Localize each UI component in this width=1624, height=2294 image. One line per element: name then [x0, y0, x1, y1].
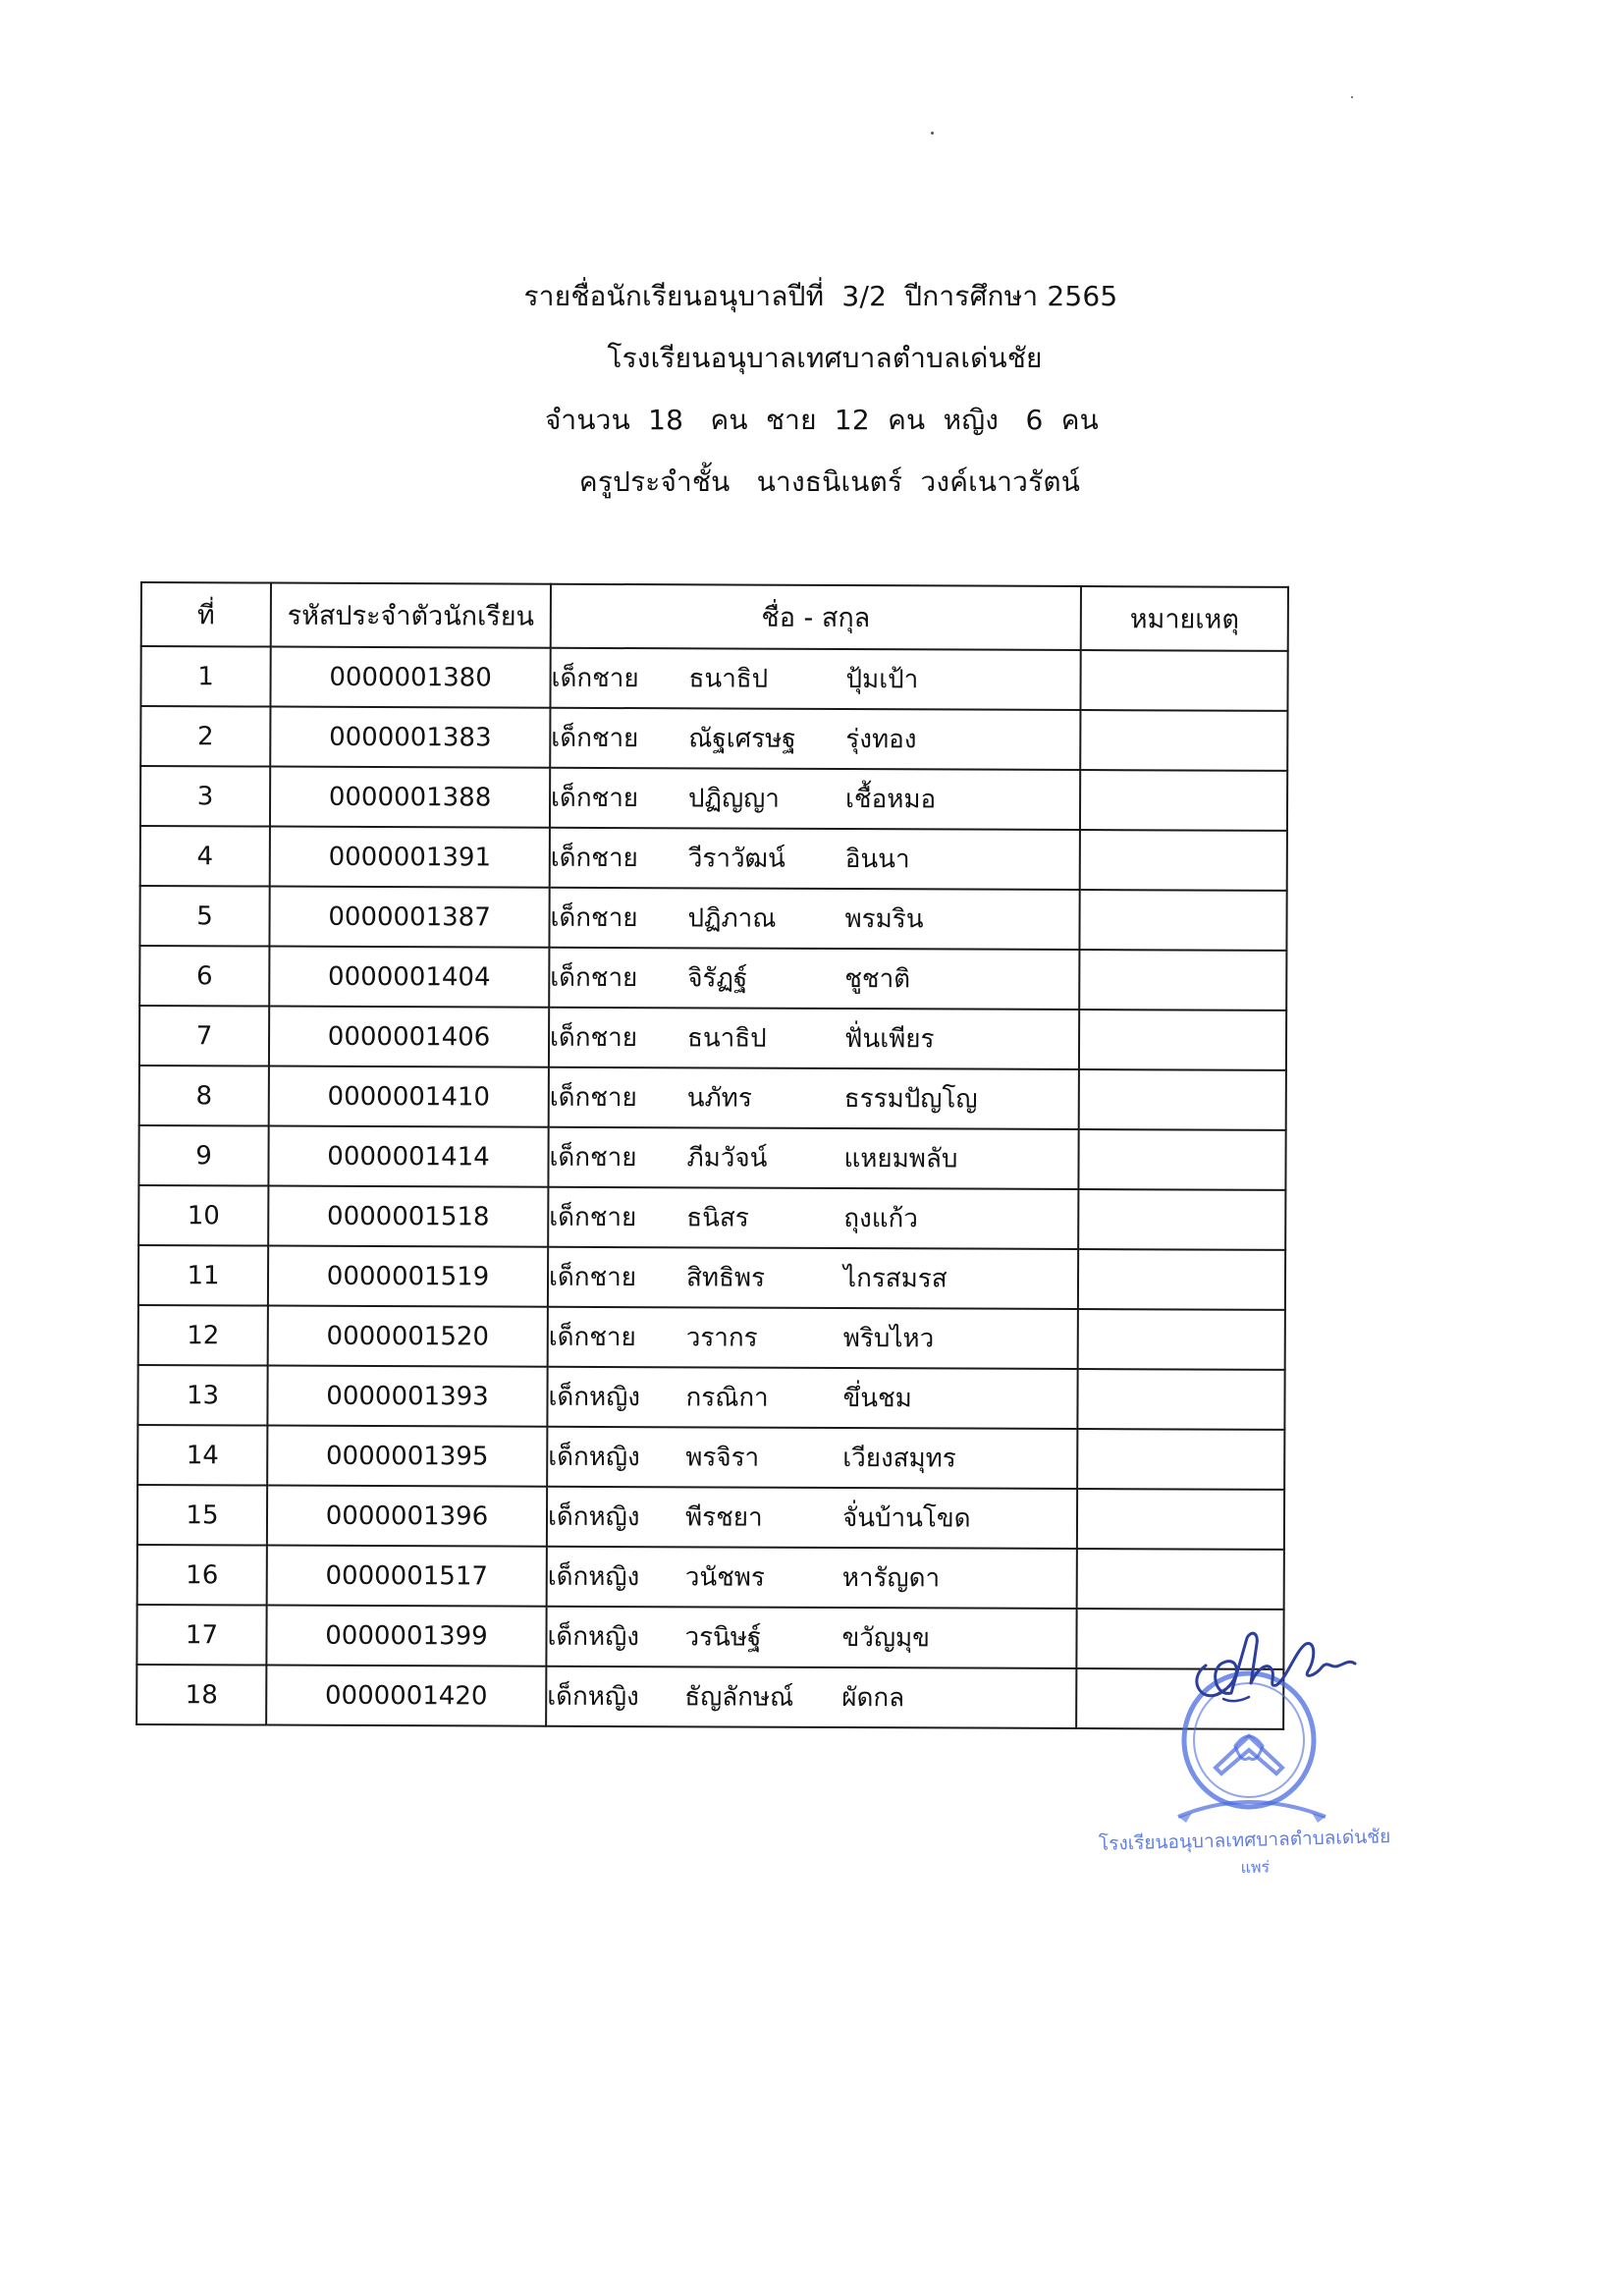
remarks-cell — [1080, 770, 1287, 831]
last-name: ผัดกล — [841, 1683, 905, 1714]
student-name — [548, 1187, 1078, 1249]
table-row — [139, 1006, 1286, 1070]
remarks-cell — [1077, 1429, 1284, 1490]
last-name: จั่นบ้านโขด — [841, 1503, 971, 1534]
stamp-inner-circle — [1194, 1683, 1304, 1797]
column-header-student-id: รหัสประจำตัวนักเรียน — [271, 583, 551, 648]
first-name: ธนาธิป — [688, 664, 769, 694]
student-id: 0000001387 — [269, 887, 549, 948]
table-row — [137, 1545, 1284, 1610]
name-prefix: เด็กหญิง — [547, 1502, 640, 1533]
student-id: 0000001396 — [267, 1486, 547, 1547]
student-name — [549, 948, 1079, 1010]
homeroom-teacher: ครูประจำชั้น นางธนิเนตร์ วงค์เนาวรัตน์ — [578, 465, 1081, 498]
row-number: 6 — [139, 946, 269, 1007]
last-name: ขึ่นชม — [842, 1384, 912, 1414]
remarks-cell — [1078, 1249, 1285, 1310]
stamp-province: แพร่ — [1240, 1857, 1271, 1878]
first-name: ภีมวัจน์ — [686, 1143, 768, 1174]
first-name: พรจิรา — [685, 1443, 760, 1473]
school-name: โรงเรียนอนุบาลเทศบาลตำบลเด่นชัย — [607, 342, 1043, 374]
name-prefix: เด็กชาย — [551, 663, 639, 694]
student-id: 0000001380 — [270, 647, 550, 708]
row-number: 15 — [137, 1485, 267, 1546]
last-name: พริบไหว — [842, 1324, 935, 1354]
name-prefix: เด็กหญิง — [548, 1442, 640, 1473]
name-prefix: เด็กชาย — [550, 962, 638, 994]
first-name: ธนาธิป — [686, 1023, 767, 1054]
first-name: ปฏิญญา — [688, 784, 781, 814]
name-prefix: เด็กชาย — [551, 723, 639, 754]
table-row — [138, 1245, 1285, 1310]
row-number: 4 — [140, 826, 270, 887]
stamp-ribbon — [1178, 1802, 1326, 1817]
stamp-ribbon-ends — [1178, 1813, 1326, 1823]
name-prefix: เด็กหญิง — [547, 1681, 639, 1713]
student-id: 0000001410 — [269, 1066, 549, 1127]
last-name: เชื้อหมอ — [845, 785, 937, 815]
student-name — [549, 1008, 1079, 1069]
student-id: 0000001518 — [268, 1186, 548, 1247]
table-header-row — [141, 582, 1288, 651]
signature-and-seal — [1159, 1620, 1384, 1856]
student-name — [550, 708, 1080, 770]
name-prefix: เด็กหญิง — [547, 1621, 640, 1653]
name-prefix: เด็กชาย — [550, 902, 638, 934]
student-id: 0000001520 — [268, 1306, 548, 1367]
first-name: พีรชยา — [684, 1502, 763, 1533]
last-name: ธรรมปัญโญ — [843, 1084, 978, 1115]
name-prefix: เด็กชาย — [549, 1082, 637, 1114]
student-name — [550, 768, 1080, 830]
student-id: 0000001420 — [266, 1666, 546, 1726]
student-name — [548, 1307, 1078, 1369]
table-row — [140, 826, 1287, 891]
student-name — [547, 1427, 1077, 1489]
table-row — [140, 766, 1287, 831]
remarks-cell — [1080, 710, 1287, 771]
last-name: ขวัญมุข — [841, 1623, 931, 1654]
scan-speck — [1351, 96, 1353, 98]
name-prefix: เด็กชาย — [550, 843, 638, 874]
last-name: หารัญดา — [841, 1563, 941, 1594]
last-name: ปุ้มเป้า — [845, 665, 919, 695]
table-row — [137, 1365, 1284, 1430]
row-number: 9 — [138, 1125, 268, 1186]
last-name: พรมริน — [844, 904, 924, 935]
student-id: 0000001388 — [270, 767, 550, 828]
name-prefix: เด็กชาย — [548, 1322, 636, 1353]
last-name: ชูชาติ — [844, 964, 911, 995]
student-id: 0000001383 — [270, 707, 550, 768]
table-row — [137, 1425, 1284, 1490]
table-row — [136, 1605, 1283, 1669]
student-id: 0000001406 — [269, 1007, 549, 1067]
table-row — [138, 1125, 1285, 1190]
student-name — [547, 1367, 1077, 1429]
row-number: 3 — [140, 766, 270, 827]
name-prefix: เด็กหญิง — [548, 1382, 641, 1413]
row-number: 11 — [138, 1245, 268, 1306]
remarks-cell — [1079, 950, 1286, 1010]
row-number: 12 — [138, 1305, 268, 1366]
table-row — [138, 1185, 1285, 1250]
row-number: 5 — [139, 886, 269, 947]
first-name: ณัฐเศรษฐ — [688, 724, 796, 754]
student-counts: จำนวน 18 คน ชาย 12 คน หญิง 6 คน — [545, 404, 1099, 436]
student-id: 0000001519 — [268, 1246, 548, 1307]
name-prefix: เด็กชาย — [548, 1262, 637, 1293]
table-row — [139, 1065, 1286, 1130]
row-number: 14 — [137, 1425, 267, 1486]
row-number: 16 — [137, 1545, 267, 1606]
remarks-cell — [1078, 1309, 1285, 1370]
remarks-cell — [1080, 650, 1287, 711]
remarks-cell — [1080, 830, 1287, 891]
table-body — [136, 646, 1288, 1729]
first-name: นภัทร — [686, 1083, 752, 1114]
last-name: ไกรสมรส — [842, 1264, 947, 1294]
first-name: กรณิกา — [685, 1383, 769, 1413]
student-id: 0000001393 — [267, 1366, 547, 1427]
stamp-emblem — [1216, 1736, 1282, 1774]
last-name: ฟั่นเพียร — [843, 1024, 935, 1055]
student-id: 0000001404 — [269, 947, 549, 1008]
table-row — [140, 706, 1287, 771]
remarks-cell — [1078, 1189, 1285, 1250]
student-name — [549, 888, 1079, 950]
last-name: แหยมพลับ — [843, 1144, 958, 1174]
remarks-cell — [1077, 1489, 1284, 1550]
last-name: เวียงสมุทร — [842, 1444, 956, 1474]
student-name — [547, 1547, 1077, 1609]
remarks-cell — [1079, 1010, 1286, 1070]
student-name — [550, 648, 1080, 710]
stamp-school-name: โรงเรียนอนุบาลเทศบาลตำบลเด่นชัย — [1098, 1826, 1391, 1855]
student-name — [547, 1487, 1077, 1549]
first-name: วรากร — [685, 1323, 758, 1353]
student-id: 0000001391 — [270, 827, 550, 888]
first-name: ปฏิภาณ — [687, 903, 777, 934]
name-prefix: เด็กชาย — [549, 1022, 638, 1054]
row-number: 7 — [139, 1006, 269, 1066]
student-name — [546, 1666, 1076, 1728]
remarks-cell — [1077, 1369, 1284, 1430]
student-name — [548, 1127, 1078, 1189]
student-id: 0000001399 — [266, 1606, 546, 1666]
row-number: 17 — [136, 1605, 266, 1666]
first-name: วนัชพร — [684, 1562, 765, 1593]
remarks-cell — [1079, 890, 1286, 951]
first-name: ธนิสร — [686, 1203, 749, 1233]
student-name — [549, 1067, 1079, 1129]
table-row — [139, 886, 1286, 951]
last-name: อินนา — [844, 845, 910, 875]
column-header-remarks: หมายเหตุ — [1081, 586, 1288, 651]
remarks-cell — [1079, 1069, 1286, 1130]
scan-speck — [931, 132, 934, 135]
table-row — [138, 1305, 1285, 1370]
remarks-cell — [1078, 1129, 1285, 1190]
signature-stroke — [1223, 1697, 1249, 1701]
row-number: 8 — [139, 1065, 269, 1126]
first-name: วรนิษฐ์ — [684, 1622, 762, 1653]
last-name: รุ่งทอง — [845, 725, 917, 755]
student-id: 0000001414 — [268, 1126, 548, 1187]
name-prefix: เด็กชาย — [549, 1202, 637, 1233]
name-prefix: เด็กชาย — [551, 783, 639, 814]
student-id: 0000001395 — [267, 1426, 547, 1487]
remarks-cell — [1077, 1549, 1284, 1610]
student-name — [548, 1247, 1078, 1309]
row-number: 2 — [140, 706, 270, 767]
first-name: วีราวัฒน์ — [687, 844, 785, 874]
row-number: 10 — [138, 1185, 268, 1246]
name-prefix: เด็กหญิง — [547, 1561, 640, 1593]
table-row — [136, 1665, 1283, 1729]
table-row — [137, 1485, 1284, 1550]
row-number: 13 — [137, 1365, 267, 1426]
column-header-name: ชื่อ - สกุล — [551, 584, 1081, 650]
table-row — [139, 946, 1286, 1010]
first-name: สิทธิพร — [685, 1263, 766, 1293]
table-row — [140, 646, 1287, 711]
student-id: 0000001517 — [267, 1546, 547, 1607]
student-name — [550, 828, 1080, 890]
first-name: ธัญลักษณ์ — [684, 1682, 794, 1713]
column-header-number: ที่ — [141, 582, 271, 647]
student-roster-table — [135, 581, 1289, 1730]
first-name: จิรัฏฐ์ — [687, 963, 748, 994]
row-number: 18 — [136, 1665, 266, 1725]
stamp-caption — [1097, 1823, 1392, 1885]
handwritten-signature — [1197, 1633, 1355, 1696]
row-number: 1 — [140, 646, 270, 707]
name-prefix: เด็กชาย — [549, 1142, 637, 1174]
document-title: รายชื่อนักเรียนอนุบาลปีที่ 3/2 ปีการศึกษา 2565 — [523, 280, 1118, 312]
student-name — [546, 1607, 1076, 1668]
document-header — [0, 275, 1624, 522]
last-name: ถุงแก้ว — [843, 1204, 918, 1234]
